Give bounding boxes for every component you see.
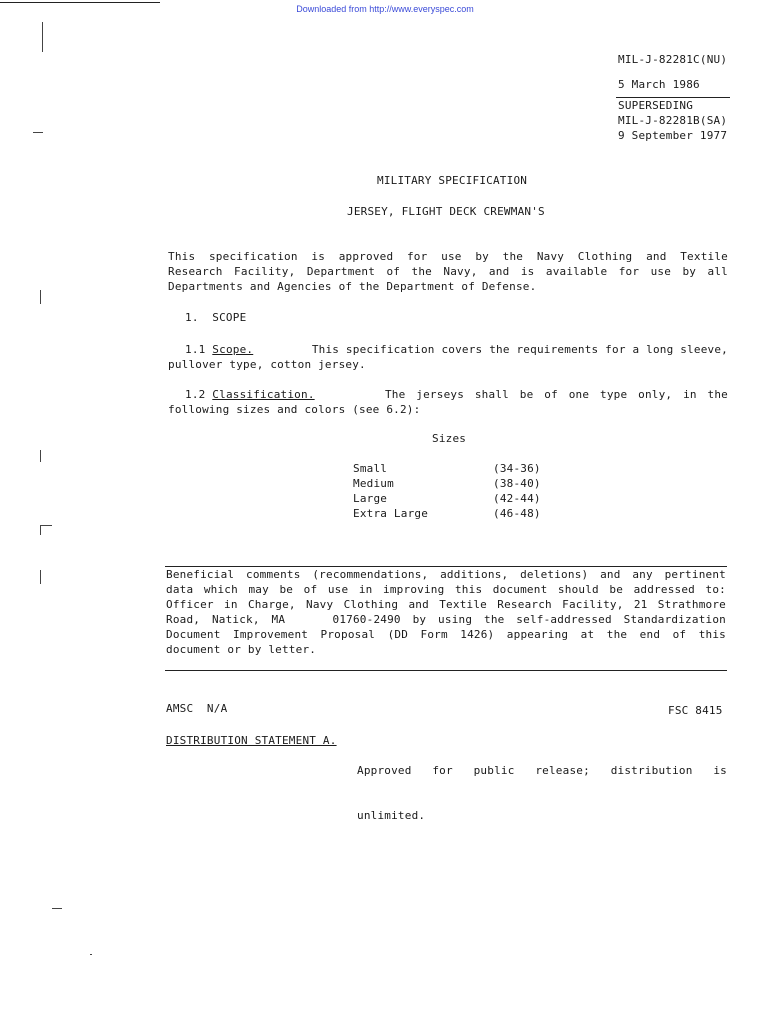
size-name: Small [353,462,388,475]
comments-line: Road, Natick, MA 01760-2490 by using the self-addressed Standardization [166,613,726,626]
para-text: This specification covers the requirements for a long sleeve, [311,343,728,356]
approval-line: Research Facility, Department of the Navy, and is available for use by all [168,265,728,278]
para-number: 1.1 [185,343,206,356]
size-range: (38-40) [493,477,541,490]
scan-artifact-mark [90,954,92,955]
scan-artifact-mark [40,290,41,304]
comments-line: Officer in Charge, Navy Clothing and Textile Research Facility, 21 Strathmore [166,598,726,611]
size-name: Medium [353,477,394,490]
size-name: Large [353,492,388,505]
section-heading-scope: 1. SCOPE [185,311,247,324]
size-range: (46-48) [493,507,541,520]
approval-paragraph [168,249,728,294]
scan-artifact-line [0,2,160,3]
superseded-date: 9 September 1977 [618,129,728,142]
distribution-text [357,733,727,838]
size-range: (34-36) [493,462,541,475]
scan-artifact-mark [40,570,41,584]
para-text: following sizes and colors (see 6.2): [168,403,421,416]
approval-line: Departments and Agencies of the Department of Defense. [168,280,537,293]
spec-item-title: JERSEY, FLIGHT DECK CREWMAN'S [347,205,545,218]
para-title: Scope. [212,343,254,356]
scan-artifact-mark [42,22,43,52]
scan-artifact-mark [33,132,43,133]
comments-bottom-rule [165,670,727,671]
para-title: Classification. [212,388,315,401]
para-text: The jerseys shall be of one type only, in the [384,388,728,401]
distribution-line: Approved for public release; distribution is [357,764,727,777]
para-number: 1.2 [185,388,206,401]
superseded-id: MIL-J-82281B(SA) [618,114,728,127]
size-row [353,491,541,506]
scan-artifact-mark [40,525,41,535]
scan-artifact-mark [40,450,41,462]
document-header [618,52,727,92]
download-banner[interactable]: Downloaded from http://www.everyspec.com [296,4,474,14]
scan-artifact-mark [52,908,62,909]
distribution-line: unlimited. [357,809,426,822]
spec-type-title: MILITARY SPECIFICATION [377,174,528,187]
distribution-label: DISTRIBUTION STATEMENT A. [166,734,337,747]
paragraph-1-1 [168,342,728,372]
comments-line: Document Improvement Proposal (DD Form 1426) appearing at the end of this [166,628,726,641]
comments-line: document or by letter. [166,643,317,656]
fsc-code: FSC 8415 [668,704,723,717]
superseding-block [618,98,727,143]
size-name: Extra Large [353,507,429,520]
approval-line: This specification is approved for use by the Navy Clothing and Textile [168,250,728,263]
comments-line: Beneficial comments (recommendations, additions, deletions) and any pertinent [166,568,726,581]
size-range: (42-44) [493,492,541,505]
sizes-heading: Sizes [432,432,467,445]
paragraph-1-2 [168,387,728,417]
size-row [353,476,541,491]
doc-date: 5 March 1986 [618,78,700,91]
doc-id: MIL-J-82281C(NU) [618,53,728,66]
size-row [353,461,541,476]
beneficial-comments [166,567,726,657]
superseding-label: SUPERSEDING [618,99,694,112]
amsc-code: AMSC N/A [166,702,228,715]
sizes-table [353,461,541,521]
size-row [353,506,541,521]
para-text: pullover type, cotton jersey. [168,358,366,371]
scan-artifact-mark [40,525,52,526]
comments-line: data which may be of use in improving this document should be addressed to: [166,583,726,596]
